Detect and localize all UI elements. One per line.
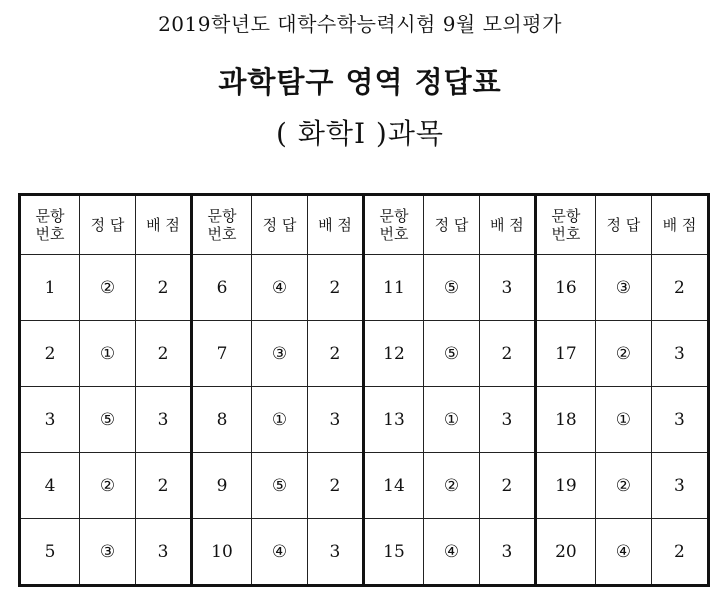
question-number-cell: 3	[20, 387, 80, 453]
header-points: 배 점	[136, 195, 192, 255]
answer-cell: ②	[595, 453, 651, 519]
table-header-row	[20, 195, 709, 255]
header-question-number-line2: 번호	[207, 225, 237, 243]
answer-cell: ③	[252, 321, 308, 387]
header-question-number	[535, 195, 595, 255]
answer-cell: ④	[252, 255, 308, 321]
points-cell: 3	[651, 453, 708, 519]
answer-cell: ①	[80, 321, 136, 387]
question-number-cell: 4	[20, 453, 80, 519]
header-answer: 정 답	[595, 195, 651, 255]
table-row	[20, 387, 709, 453]
header-question-number	[191, 195, 251, 255]
header-question-number-line1: 문항	[35, 207, 65, 225]
answer-cell: ④	[252, 519, 308, 586]
question-number-cell: 14	[363, 453, 423, 519]
points-cell: 3	[136, 387, 192, 453]
points-cell: 3	[479, 519, 535, 586]
answer-cell: ③	[595, 255, 651, 321]
table-row	[20, 453, 709, 519]
question-number-cell: 20	[535, 519, 595, 586]
question-number-cell: 13	[363, 387, 423, 453]
header-question-number-line1: 문항	[379, 207, 409, 225]
header-question-number-line2: 번호	[379, 225, 409, 243]
answer-cell: ⑤	[423, 255, 479, 321]
points-cell: 3	[479, 387, 535, 453]
answer-cell: ⑤	[252, 453, 308, 519]
answer-cell: ②	[80, 255, 136, 321]
points-cell: 2	[307, 453, 363, 519]
header-question-number	[363, 195, 423, 255]
question-number-cell: 19	[535, 453, 595, 519]
points-cell: 2	[651, 255, 708, 321]
answer-cell: ②	[80, 453, 136, 519]
answer-cell: ①	[595, 387, 651, 453]
header-answer: 정 답	[252, 195, 308, 255]
subject-title: ( 화학Ⅰ )과목	[276, 117, 444, 150]
answer-cell: ②	[423, 453, 479, 519]
table-row	[20, 321, 709, 387]
question-number-cell: 12	[363, 321, 423, 387]
points-cell: 3	[136, 519, 192, 586]
answer-cell: ①	[252, 387, 308, 453]
points-cell: 3	[307, 387, 363, 453]
question-number-cell: 6	[191, 255, 251, 321]
question-number-cell: 15	[363, 519, 423, 586]
answer-cell: ④	[423, 519, 479, 586]
question-number-cell: 1	[20, 255, 80, 321]
points-cell: 2	[136, 321, 192, 387]
question-number-cell: 8	[191, 387, 251, 453]
points-cell: 3	[651, 387, 708, 453]
answer-table	[18, 193, 710, 587]
header-points: 배 점	[307, 195, 363, 255]
points-cell: 2	[479, 453, 535, 519]
header-question-number	[20, 195, 80, 255]
points-cell: 3	[307, 519, 363, 586]
points-cell: 2	[479, 321, 535, 387]
main-title: 과학탐구 영역 정답표	[218, 65, 502, 99]
header-question-number-line2: 번호	[35, 225, 65, 243]
question-number-cell: 18	[535, 387, 595, 453]
points-cell: 2	[651, 519, 708, 586]
question-number-cell: 9	[191, 453, 251, 519]
question-number-cell: 17	[535, 321, 595, 387]
points-cell: 2	[307, 255, 363, 321]
answer-cell: ⑤	[80, 387, 136, 453]
header-points: 배 점	[479, 195, 535, 255]
header-question-number-line1: 문항	[551, 207, 581, 225]
question-number-cell: 10	[191, 519, 251, 586]
answer-cell: ⑤	[423, 321, 479, 387]
exam-title: 2019학년도 대학수학능력시험 9월 모의평가	[158, 12, 562, 36]
answer-cell: ③	[80, 519, 136, 586]
answer-cell: ②	[595, 321, 651, 387]
header-answer: 정 답	[423, 195, 479, 255]
points-cell: 3	[479, 255, 535, 321]
table-row	[20, 255, 709, 321]
question-number-cell: 7	[191, 321, 251, 387]
question-number-cell: 5	[20, 519, 80, 586]
header-answer: 정 답	[80, 195, 136, 255]
points-cell: 2	[307, 321, 363, 387]
header-points: 배 점	[651, 195, 708, 255]
question-number-cell: 2	[20, 321, 80, 387]
points-cell: 2	[136, 453, 192, 519]
points-cell: 2	[136, 255, 192, 321]
question-number-cell: 16	[535, 255, 595, 321]
header-question-number-line1: 문항	[207, 207, 237, 225]
question-number-cell: 11	[363, 255, 423, 321]
table-row	[20, 519, 709, 586]
header-question-number-line2: 번호	[551, 225, 581, 243]
answer-cell: ④	[595, 519, 651, 586]
points-cell: 3	[651, 321, 708, 387]
answer-cell: ①	[423, 387, 479, 453]
